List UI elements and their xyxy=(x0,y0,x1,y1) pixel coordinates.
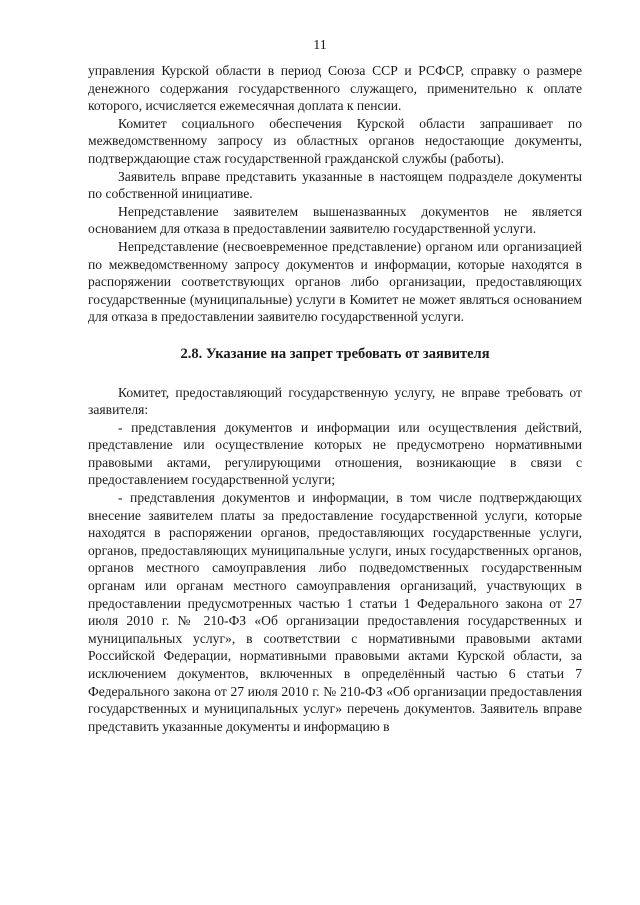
document-body xyxy=(88,62,582,735)
list-item-documents-not-required: - представления документов и информации или осуществления действий, представление или осуществление которых не предусмотрено нормативными правовыми актами, регулирующими отношения, возникающие в связи с предоставлением государственной услуги; xyxy=(88,419,582,488)
paragraph-prohibition-intro: Комитет, предоставляющий государственную услугу, не вправе требовать от заявителя: xyxy=(88,384,582,418)
paragraph-continuation: управления Курской области в период Союза ССР и РСФСР, справку о размере денежного содержания государственного служащего, применительно к оплате которого, исчисляется ежемесячная доплата к пенсии. xyxy=(88,63,582,114)
list-item-documents-in-possession: - представления документов и информации, в том числе подтверждающих внесение заявителем платы за предоставление государственной услуги, которые находятся в распоряжении органов, предоставляющих государственные услуги, органов, предоставляющих муниципальные услуги, иных государственных органов, органов местного самоуправления либо подведомственных государственным органам или органам местного самоуправления организаций, участвующих в предоставлении предусмотренных частью 1 статьи 1 Федерального закона от 27 июля 2010 г. № 210-ФЗ «Об организации предоставления государственных и муниципальных услуг», в соответствии с нормативными правовыми актами Российской Федерации, нормативными правовыми актами Курской области, за исключением документов, включенных в определённый частью 6 статьи 7 Федерального закона от 27 июля 2010 г. № 210-ФЗ «Об организации предоставления государственных и муниципальных услуг» перечень документов. Заявитель вправе представить указанные документы и информацию в xyxy=(88,490,582,734)
paragraph-own-initiative: Заявитель вправе представить указанные в настоящем подразделе документы по собственной инициативе. xyxy=(88,168,582,202)
paragraph-non-submission: Непредставление заявителем вышеназванных документов не является основанием для отказа в предоставлении заявителю государственной услуги. xyxy=(88,203,582,237)
paragraph-interagency-request: Комитет социального обеспечения Курской области запрашивает по межведомственному запросу из областных органов недостающие документы, подтверждающие стаж государственной гражданской службы (работы). xyxy=(88,115,582,166)
paragraph-untimely-submission: Непредставление (несвоевременное представление) органом или организацией по межведомственному запросу документов и информации, которые находятся в распоряжении соответствующих органов либо организации, предоставляющих государственные (муниципальные) услуги в Комитет не может являться основанием для отказа в предоставлении заявителю государственной услуги. xyxy=(88,238,582,325)
page-number: 11 xyxy=(313,38,327,53)
section-heading: 2.8. Указание на запрет требовать от заявителя xyxy=(180,345,490,362)
